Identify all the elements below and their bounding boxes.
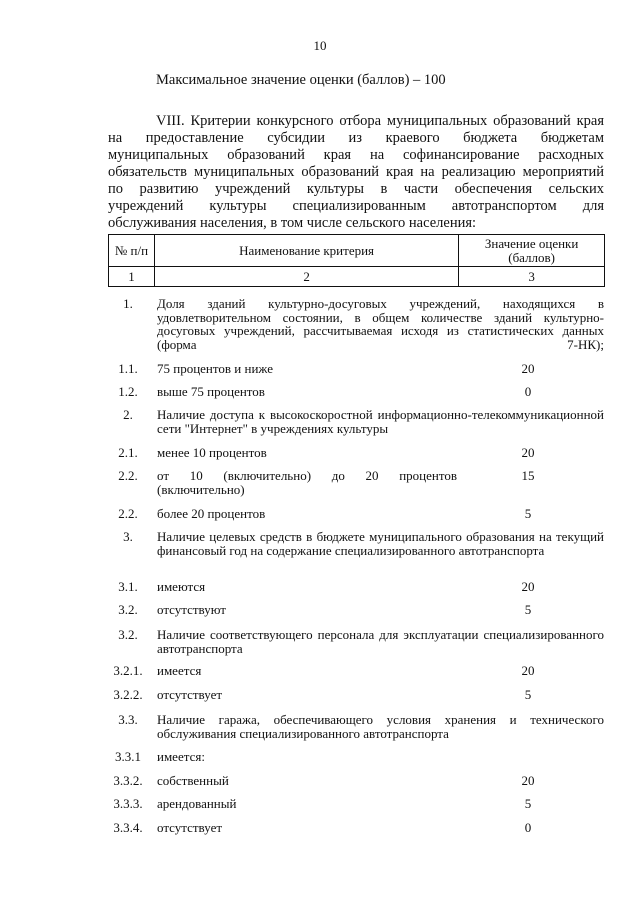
row-number: 1. bbox=[123, 296, 133, 311]
row-value: 20 bbox=[521, 361, 535, 376]
row-text: имеется: bbox=[157, 749, 205, 764]
row-value: 5 bbox=[524, 506, 532, 521]
row-value: 5 bbox=[524, 687, 532, 702]
header-col-criterion: Наименование критерия bbox=[154, 235, 458, 267]
row-text: от 10 (включительно) до 20 процентов (включительно) bbox=[157, 468, 457, 497]
row-number: 2.2. bbox=[118, 506, 138, 521]
criteria-table-header bbox=[108, 234, 605, 287]
row-number: 3.3. bbox=[118, 712, 138, 727]
row-value: 0 bbox=[524, 820, 532, 835]
header-col-number: № п/п bbox=[109, 235, 155, 267]
section-title-line: на предоставление субсидии из краевого бюджета бюджетам bbox=[108, 130, 604, 146]
row-text: менее 10 процентов bbox=[157, 445, 267, 460]
section-title-line: муниципальных образований края на софинансирование расходных bbox=[108, 147, 604, 163]
row-text: выше 75 процентов bbox=[157, 384, 265, 399]
row-number: 1.2. bbox=[118, 384, 138, 399]
section-title-line: по развитию учреждений культуры в части обеспечения сельских bbox=[108, 181, 604, 197]
row-value: 5 bbox=[524, 796, 532, 811]
row-value: 0 bbox=[524, 384, 532, 399]
row-number: 3.2. bbox=[118, 602, 138, 617]
row-number: 3.2. bbox=[118, 627, 138, 642]
row-number: 3.2.2. bbox=[113, 687, 143, 702]
page-number: 10 bbox=[313, 38, 327, 53]
row-number: 3.3.4. bbox=[113, 820, 143, 835]
row-number: 2.1. bbox=[118, 445, 138, 460]
row-number: 2. bbox=[123, 407, 133, 422]
row-text: отсутствуют bbox=[157, 602, 226, 617]
row-number: 3.3.2. bbox=[113, 773, 143, 788]
row-text: отсутствует bbox=[157, 820, 223, 835]
row-text: Наличие гаража, обеспечивающего условия хранения и технического обслуживания специализированного автотранспорта bbox=[157, 712, 604, 741]
row-number: 3.3.3. bbox=[113, 796, 143, 811]
row-number: 3. bbox=[123, 529, 133, 544]
row-text: отсутствует bbox=[157, 687, 223, 702]
header-col-score: Значение оценки (баллов) bbox=[459, 235, 605, 267]
row-text: имеется bbox=[157, 663, 202, 678]
row-number: 2.2. bbox=[118, 468, 138, 483]
max-score-line: Максимальное значение оценки (баллов) – 100 bbox=[156, 72, 446, 88]
row-value: 15 bbox=[521, 468, 535, 483]
section-title-line: обслуживания населения, в том числе сельского населения: bbox=[108, 215, 477, 231]
row-value: 20 bbox=[521, 579, 535, 594]
section-title-line: учреждений культуры специализированным автотранспортом для bbox=[108, 198, 604, 214]
row-text: арендованный bbox=[157, 796, 237, 811]
row-text: более 20 процентов bbox=[157, 506, 266, 521]
section-title-line: обязательств муниципальных образований края на реализацию мероприятий bbox=[108, 164, 604, 180]
header-num-2: 2 bbox=[154, 267, 458, 287]
section-title bbox=[108, 113, 604, 232]
row-number: 3.2.1. bbox=[113, 663, 143, 678]
row-text: 75 процентов и ниже bbox=[157, 361, 273, 376]
row-text: Наличие целевых средств в бюджете муниципального образования на текущий финансовый год на содержание специализированного автотранспорта bbox=[157, 529, 604, 558]
row-text: Наличие доступа к высокоскоростной информационно-телекоммуникационной сети "Интернет" в учреждениях культуры bbox=[157, 407, 604, 436]
header-num-3: 3 bbox=[459, 267, 605, 287]
section-title-line: VIII. Критерии конкурсного отбора муниципальных образований края bbox=[156, 113, 604, 129]
row-value: 20 bbox=[521, 773, 535, 788]
row-text: имеются bbox=[157, 579, 206, 594]
row-value: 5 bbox=[524, 602, 532, 617]
row-number: 3.1. bbox=[118, 579, 138, 594]
row-number: 3.3.1 bbox=[115, 749, 141, 764]
row-text: собственный bbox=[157, 773, 229, 788]
row-text: Наличие соответствующего персонала для эксплуатации специализированного автотранспорта bbox=[157, 627, 604, 656]
row-number: 1.1. bbox=[118, 361, 138, 376]
row-value: 20 bbox=[521, 663, 535, 678]
row-text: Доля зданий культурно-досуговых учреждений, находящихся в удовлетворительном состоянии, в общем количестве зданий культурно-досуговых учреждений, рассчитываемая исходя из статистических данных (форма 7-НК); bbox=[157, 296, 604, 352]
header-num-1: 1 bbox=[109, 267, 155, 287]
row-value: 20 bbox=[521, 445, 535, 460]
